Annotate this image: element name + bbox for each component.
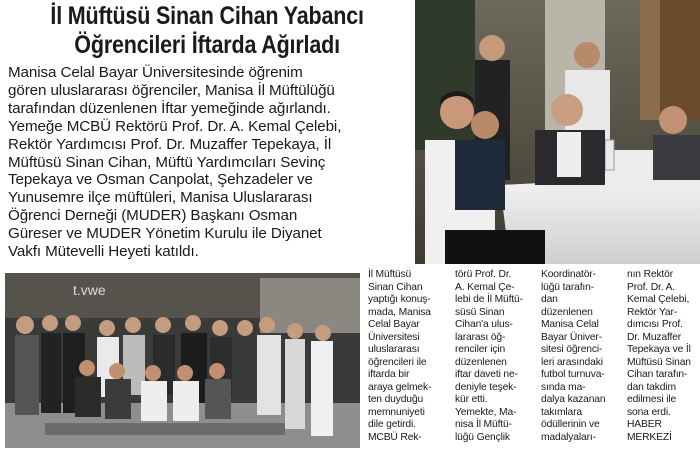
column-line: Üniversitesi bbox=[368, 331, 420, 343]
column-line: sında ma- bbox=[541, 381, 586, 393]
column-line: Prof. Dr. A. bbox=[627, 281, 675, 293]
column-line: Müftüsü Sinan bbox=[627, 356, 691, 368]
column-line: madalyaları- bbox=[541, 431, 596, 443]
column-line: A. Kemal Çe- bbox=[455, 281, 515, 293]
column-line: lüğü tarafın- bbox=[541, 281, 594, 293]
column-line: Sinan Cihan bbox=[368, 281, 423, 293]
column-line: MERKEZİ bbox=[627, 431, 672, 443]
column-line: sitesi öğrenci- bbox=[541, 344, 603, 355]
lead-line: Vakfı Mütevelli Heyeti katıldı. bbox=[8, 243, 199, 261]
lead-line: Manisa Celal Bayar Üniversitesinde öğrenim bbox=[8, 64, 303, 81]
column-line: Bayar Üniver- bbox=[541, 331, 602, 343]
column-line: Manisa Celal bbox=[541, 319, 599, 330]
banner-text: t.vwe bbox=[73, 282, 106, 298]
lead-line: Yemeğe MCBÜ Rektörü Prof. Dr. A. Kemal Çelebi, bbox=[8, 117, 342, 135]
column-line: Rektör Yar- bbox=[627, 306, 678, 318]
column-line: renciler için bbox=[455, 344, 506, 355]
column-line: lüğü Gençlik bbox=[455, 431, 510, 443]
column-line: Yemekte, Ma- bbox=[455, 406, 517, 418]
article-column-1 bbox=[368, 269, 448, 444]
iftar-dinner-photo bbox=[415, 0, 700, 264]
group-photo bbox=[5, 273, 360, 448]
lead-line: Öğrenci Derneği (MUDER) Başkanı Osman bbox=[8, 207, 298, 225]
column-line: uluslararası bbox=[368, 344, 420, 355]
iftar-dinner-photo-icon bbox=[415, 0, 700, 264]
column-line: dan takdim bbox=[627, 381, 676, 393]
column-line: MCBÜ Rek- bbox=[368, 431, 422, 443]
lead-line: Tepekaya ve Osman Canpolat, Şehzadeler ve bbox=[8, 171, 313, 189]
column-line: Dr. Muzaffer bbox=[627, 331, 682, 343]
column-line: yaptığı konuş- bbox=[368, 294, 431, 305]
group-photo-icon bbox=[5, 273, 360, 448]
article-column-2 bbox=[455, 269, 535, 444]
column-line: iftar daveti ne- bbox=[455, 369, 518, 380]
column-line: nisa İl Müftü- bbox=[455, 419, 512, 430]
lead-line: Yunusemre ilçe müftüleri, Manisa Uluslararası bbox=[8, 189, 313, 207]
article-column-3 bbox=[541, 269, 621, 444]
column-line: Cihan'a ulus- bbox=[455, 319, 513, 330]
column-line: Celal Bayar bbox=[368, 319, 420, 330]
column-line: futbol turnuva- bbox=[541, 369, 605, 380]
column-line: Cihan tarafın- bbox=[627, 369, 688, 380]
column-line: İl Müftüsü bbox=[368, 269, 412, 280]
column-line: ten duyduğu bbox=[368, 394, 424, 405]
column-line: araya gelmek- bbox=[368, 381, 432, 393]
headline-line-1: İl Müftüsü Sinan Cihan Yabancı bbox=[50, 2, 364, 30]
column-line: dımcısı Prof. bbox=[627, 319, 683, 330]
headline-line-2: Öğrencileri İftarda Ağırladı bbox=[74, 31, 340, 59]
lead-line: Rektör Yardımcısı Prof. Dr. Muzaffer Tepekaya, İl bbox=[8, 135, 332, 153]
column-line: düzenlenen bbox=[541, 306, 593, 318]
column-line: lararası öğ- bbox=[455, 331, 506, 343]
column-line: süsü Sinan bbox=[455, 306, 505, 318]
column-line: dalya kazanan bbox=[541, 394, 606, 405]
column-line: Koordinatör- bbox=[541, 269, 596, 280]
column-line: dile getirdi. bbox=[368, 419, 416, 430]
column-line: HABER bbox=[627, 419, 662, 430]
column-line: mada, Manisa bbox=[368, 306, 431, 318]
column-line: Kemal Çelebi, bbox=[627, 294, 690, 305]
headline bbox=[2, 2, 412, 60]
column-line: Tepekaya ve İl bbox=[627, 344, 691, 355]
column-line: iftarda bir bbox=[368, 369, 410, 380]
lead-line: gören uluslararası öğrenciler, Manisa İl Müftülüğü bbox=[8, 81, 335, 99]
column-line: takımlara bbox=[541, 406, 582, 418]
lead-line: Müftüsü Sinan Cihan, Müftü Yardımcıları Sevinç bbox=[8, 153, 326, 171]
column-line: deniyle teşek- bbox=[455, 381, 517, 393]
column-line: törü Prof. Dr. bbox=[455, 269, 512, 280]
column-line: edilmesi ile bbox=[627, 394, 677, 405]
article-column-4 bbox=[627, 269, 700, 444]
column-line: memnuniyeti bbox=[368, 406, 425, 418]
column-line: öğrencileri ile bbox=[368, 356, 427, 368]
lead-line: tarafından düzenlenen İftar yemeğinde ağırlandı. bbox=[8, 99, 331, 117]
column-line: dan bbox=[541, 294, 558, 305]
column-line: lebi de İl Müftü- bbox=[455, 294, 523, 305]
column-line: leri arasındaki bbox=[541, 356, 603, 368]
column-line: nın Rektör bbox=[627, 269, 674, 280]
column-line: sona erdi. bbox=[627, 406, 671, 418]
column-line: kür etti. bbox=[455, 394, 488, 405]
lead-line: Güreser ve MUDER Yönetim Kurulu ile Diyanet bbox=[8, 225, 322, 243]
column-line: ödüllerinin ve bbox=[541, 419, 600, 430]
column-line: düzenlenen bbox=[455, 356, 507, 368]
lead-paragraph bbox=[8, 64, 408, 261]
